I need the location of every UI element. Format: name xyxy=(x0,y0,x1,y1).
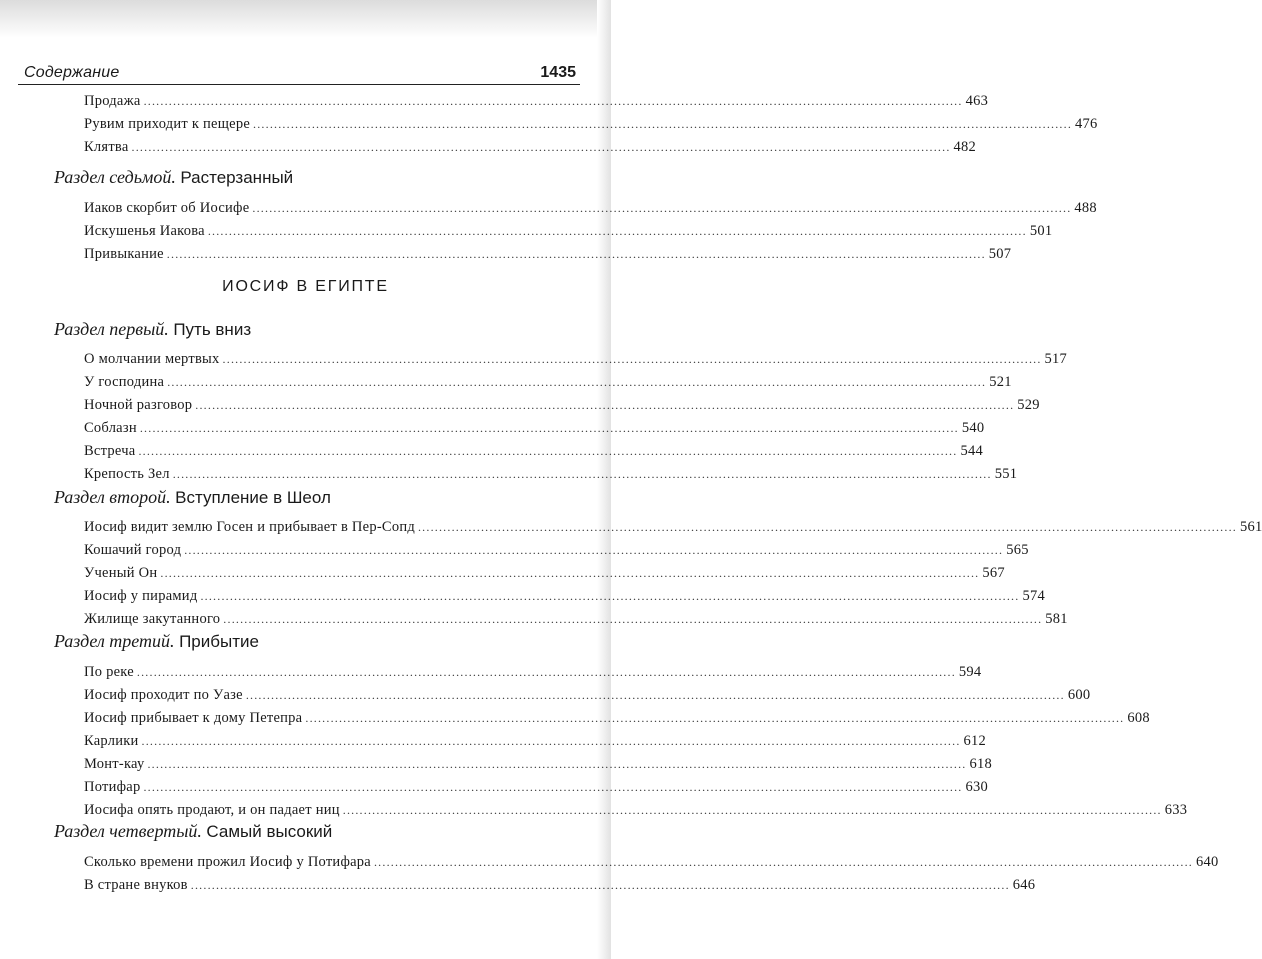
toc-entry-title: Потифар xyxy=(84,779,141,795)
toc-entry-title: Иаков скорбит об Иосифе xyxy=(84,200,250,216)
dot-leader: ................................................................................................................................................................................................... xyxy=(253,117,1073,131)
toc-entry-title: В стране внуков xyxy=(84,877,188,893)
dot-leader: ................................................................................................................................................................................................... xyxy=(252,201,1072,215)
toc-entry-page: 517 xyxy=(1044,351,1068,367)
toc-entry-page: 507 xyxy=(988,246,1012,262)
dot-leader: ................................................................................................................................................................................................... xyxy=(136,665,956,679)
dot-leader: ................................................................................................................................................................................................... xyxy=(147,757,967,771)
toc-entry-title: Жилище закутанного xyxy=(84,611,221,627)
toc-entry-title: Иосиф видит землю Госен и прибывает в Пер-Сопд xyxy=(84,519,415,535)
dot-leader: ................................................................................................................................................................................................... xyxy=(417,520,1237,534)
dot-leader: ................................................................................................................................................................................................... xyxy=(342,803,1162,817)
toc-entry-title: Карлики xyxy=(84,733,139,749)
toc-entry xyxy=(84,116,1098,136)
toc-entry xyxy=(84,710,1150,730)
dot-leader: ................................................................................................................................................................................................... xyxy=(223,612,1043,626)
running-head-title: Содержание xyxy=(24,64,120,81)
dot-leader: ................................................................................................................................................................................................... xyxy=(172,467,992,481)
section-heading xyxy=(54,319,251,343)
section-name: Путь вниз xyxy=(173,320,252,339)
toc-entry-page: 544 xyxy=(960,443,983,459)
toc-entry xyxy=(84,246,1012,266)
toc-entry-page: 551 xyxy=(994,466,1018,482)
dot-leader: ................................................................................................................................................................................................... xyxy=(195,398,1015,412)
toc-entry-page: 565 xyxy=(1006,542,1029,558)
dot-leader: ................................................................................................................................................................................................... xyxy=(167,375,987,389)
dot-leader: ................................................................................................................................................................................................... xyxy=(166,247,986,261)
toc-entry xyxy=(84,687,1091,707)
part-title: ИОСИФ В ЕГИПТЕ xyxy=(222,278,389,295)
section-heading xyxy=(54,631,259,655)
toc-entry-title: Ночной разговор xyxy=(84,397,193,413)
toc-entry xyxy=(84,664,982,684)
dot-leader: ................................................................................................................................................................................................... xyxy=(373,855,1193,869)
toc-entry-title: Соблазн xyxy=(84,420,137,436)
page-number: 1435 xyxy=(540,64,576,81)
dot-leader: ................................................................................................................................................................................................... xyxy=(131,140,951,154)
section-label: Раздел третий. xyxy=(54,631,175,651)
toc-entry-title: Крепость Зел xyxy=(84,466,170,482)
toc-entry-page: 581 xyxy=(1045,611,1068,627)
toc-entry-page: 521 xyxy=(989,374,1012,390)
toc-entry-title: Привыкание xyxy=(84,246,164,262)
toc-entry xyxy=(84,397,1040,417)
toc-entry-title: Клятва xyxy=(84,139,129,155)
toc-entry-title: Иосиф прибывает к дому Петепра xyxy=(84,710,303,726)
toc-entry-page: 608 xyxy=(1127,710,1150,726)
toc-entry xyxy=(84,611,1068,631)
toc-entry-page: 561 xyxy=(1239,519,1262,535)
toc-entry xyxy=(84,139,977,159)
toc-entry-page: 501 xyxy=(1029,223,1053,239)
toc-entry xyxy=(84,420,985,440)
toc-entry-title: Иосиф у пирамид xyxy=(84,588,198,604)
toc-entry-page: 488 xyxy=(1074,200,1097,216)
toc-entry xyxy=(84,802,1188,822)
toc-entry-page: 574 xyxy=(1022,588,1045,604)
dot-leader: ................................................................................................................................................................................................... xyxy=(139,421,959,435)
toc-entry-title: Кошачий город xyxy=(84,542,182,558)
toc-entry xyxy=(84,733,987,753)
toc-entry-page: 540 xyxy=(961,420,985,436)
toc-entry-page: 612 xyxy=(963,733,987,749)
toc-entry-page: 600 xyxy=(1067,687,1091,703)
running-head xyxy=(18,60,580,85)
toc-entry xyxy=(84,588,1045,608)
toc-entry xyxy=(84,756,992,776)
section-label: Раздел второй. xyxy=(54,487,171,507)
toc-entry xyxy=(84,779,988,799)
toc-entry xyxy=(84,93,989,113)
dot-leader: ................................................................................................................................................................................................... xyxy=(200,589,1020,603)
section-heading xyxy=(54,821,332,845)
section-heading xyxy=(54,487,331,511)
section-heading xyxy=(54,167,293,191)
dot-leader: ................................................................................................................................................................................................... xyxy=(190,878,1010,892)
toc-entry-page: 633 xyxy=(1164,802,1188,818)
toc-entry-page: 594 xyxy=(958,664,982,680)
section-label: Раздел первый. xyxy=(54,319,169,339)
toc-entry-page: 640 xyxy=(1195,854,1219,870)
toc-entry-page: 529 xyxy=(1017,397,1040,413)
toc-entry-title: О молчании мертвых xyxy=(84,351,220,367)
toc-entry-page: 463 xyxy=(965,93,989,109)
toc-entry-title: Ученый Он xyxy=(84,565,158,581)
toc-entry xyxy=(84,565,1005,585)
toc-entry-page: 567 xyxy=(982,565,1005,581)
dot-leader: ................................................................................................................................................................................................... xyxy=(138,444,958,458)
dot-leader: ................................................................................................................................................................................................... xyxy=(245,688,1065,702)
toc-entry-title: Монт-кау xyxy=(84,756,145,772)
toc-entry xyxy=(84,223,1053,243)
toc-entry-title: Иосифа опять продают, и он падает ниц xyxy=(84,802,340,818)
toc-entry-title: Иосиф проходит по Уазе xyxy=(84,687,243,703)
toc-entry-title: Сколько времени прожил Иосиф у Потифара xyxy=(84,854,371,870)
toc-entry-title: У господина xyxy=(84,374,165,390)
dot-leader: ................................................................................................................................................................................................... xyxy=(184,543,1004,557)
toc-entry-page: 630 xyxy=(965,779,988,795)
toc-entry-page: 482 xyxy=(953,139,977,155)
toc-entry xyxy=(84,466,1018,486)
toc-entry-title: Рувим приходит к пещере xyxy=(84,116,251,132)
section-label: Раздел седьмой. xyxy=(54,167,176,187)
toc-entry-page: 618 xyxy=(969,756,992,772)
section-name: Самый высокий xyxy=(206,822,333,841)
toc-entry xyxy=(84,877,1036,897)
dot-leader: ................................................................................................................................................................................................... xyxy=(141,734,961,748)
dot-leader: ................................................................................................................................................................................................... xyxy=(143,94,963,108)
dot-leader: ................................................................................................................................................................................................... xyxy=(305,711,1125,725)
section-name: Растерзанный xyxy=(180,168,294,187)
section-name: Прибытие xyxy=(179,632,259,651)
toc-entry xyxy=(84,519,1262,539)
dot-leader: ................................................................................................................................................................................................... xyxy=(160,566,980,580)
dot-leader: ................................................................................................................................................................................................... xyxy=(222,352,1042,366)
toc-entry xyxy=(84,374,1012,394)
toc-entry-title: По реке xyxy=(84,664,134,680)
toc-entry xyxy=(84,200,1097,220)
dot-leader: ................................................................................................................................................................................................... xyxy=(143,780,963,794)
toc-entry xyxy=(84,542,1029,562)
toc-entry-page: 646 xyxy=(1012,877,1036,893)
toc-entry xyxy=(84,351,1068,371)
toc-entry-title: Продажа xyxy=(84,93,141,109)
toc-entry-title: Встреча xyxy=(84,443,136,459)
toc-entry-title: Искушенья Иакова xyxy=(84,223,205,239)
dot-leader: ................................................................................................................................................................................................... xyxy=(207,224,1027,238)
toc-entry-page: 476 xyxy=(1075,116,1098,132)
page-top-shadow xyxy=(0,0,611,38)
toc-entry xyxy=(84,443,983,463)
section-name: Вступление в Шеол xyxy=(175,488,331,507)
toc-entry xyxy=(84,854,1219,874)
section-label: Раздел четвертый. xyxy=(54,821,202,841)
